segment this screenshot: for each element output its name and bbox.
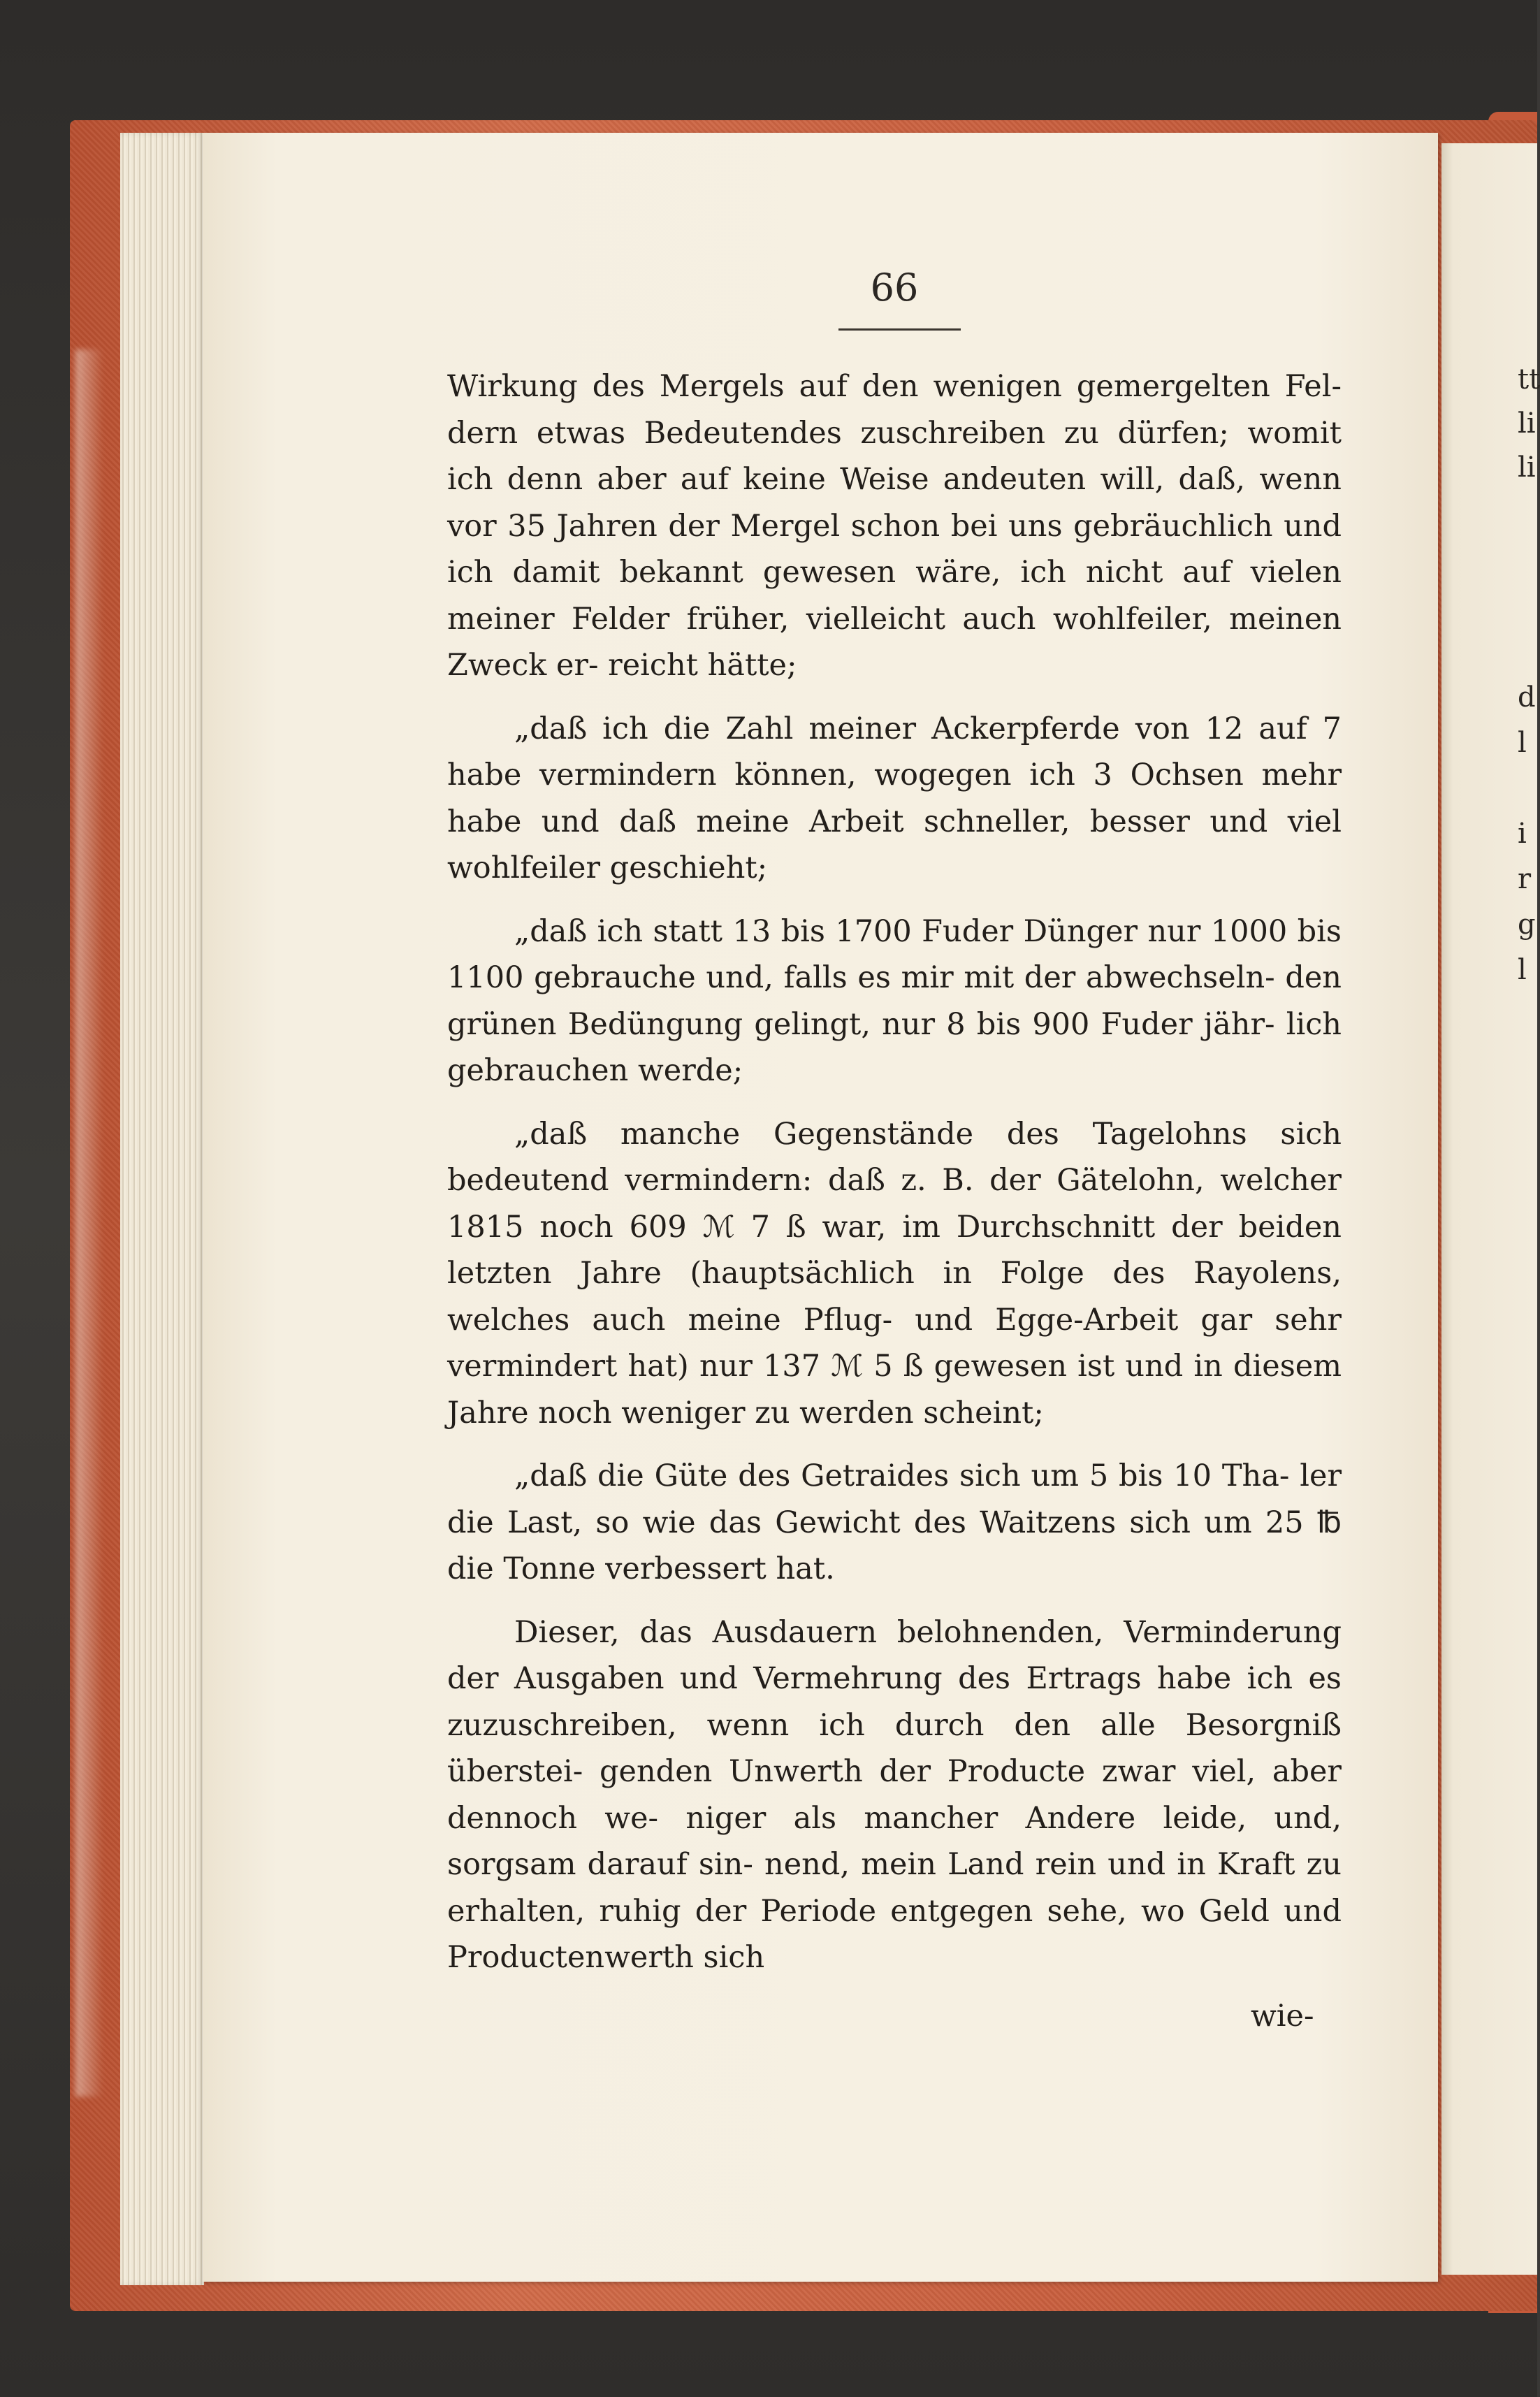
next-page-fragment: r (1518, 863, 1532, 895)
next-page-fragment: i (1518, 818, 1527, 850)
page-edges (120, 133, 204, 2285)
catchword: wie- (1251, 1999, 1314, 2034)
paragraph: „daß ich statt 13 bis 1700 Fuder Dünger nur 1000 bis 1100 gebrauche und, falls es mir mit der abwechseln- den grünen Bedüngung gelingt, nur 8 bis 900 Fuder jähr- lich gebrauchen werde; (447, 913, 1342, 1088)
page-number: 66 (870, 266, 919, 310)
cover-wear (75, 349, 103, 2097)
body-text (447, 363, 1342, 1981)
next-page-fragment: li (1518, 407, 1536, 440)
next-page-fragment: tt (1518, 363, 1540, 396)
paragraph: Dieser, das Ausdauern belohnenden, Verminderung der Ausgaben und Vermehrung des Ertrags habe ich es zuzuschreiben, wenn ich durch den alle Besorgniß überstei- genden Unwerth der Producte zwar viel, aber dennoch we- niger als mancher Andere leide, und, sorgsam darauf sin- nend, mein Land rein und in Kraft zu erhalten, ruhig der Periode entgegen sehe, wo Geld und Productenwerth sich (447, 1614, 1342, 1975)
next-page-fragment: l (1518, 954, 1527, 986)
header-rule (838, 328, 961, 331)
paragraph: „daß die Güte des Getraides sich um 5 bis 10 Tha- ler die Last, so wie das Gewicht des Waitzens sich um 25 ℔ die Tonne verbessert hat. (447, 1458, 1342, 1586)
next-page-fragment: d (1518, 681, 1536, 714)
next-page-fragment: l (1518, 727, 1527, 759)
paragraph: Wirkung des Mergels auf den wenigen gemergelten Fel- dern etwas Bedeutendes zuschreiben zu dürfen; womit ich denn aber auf keine Weise andeuten will, daß, wenn vor 35 Jahren der Mergel schon bei uns gebräuchlich und ich damit bekannt gewesen wäre, ich nicht auf vielen meiner Felder früher, vielleicht auch wohlfeiler, meinen Zweck er- reicht hätte; (447, 369, 1342, 683)
paragraph: „daß ich die Zahl meiner Ackerpferde von 12 auf 7 habe vermindern können, wogegen ich 3 Ochsen mehr habe und daß meine Arbeit schneller, besser und viel wohlfeiler geschieht; (447, 711, 1342, 885)
next-page-fragment: g (1518, 908, 1536, 941)
next-page-fragment: li (1518, 451, 1536, 484)
paragraph: „daß manche Gegenstände des Tagelohns sich bedeutend vermindern: daß z. B. der Gätelohn, welcher 1815 noch 609 ℳ 7 ß war, im Durchschnitt der beiden letzten Jahre (hauptsächlich in Folge des Rayolens, welches auch meine Pflug- und Egge-Arbeit gar sehr vermindert hat) nur 137 ℳ 5 ß gewesen ist und in diesem Jahre noch weniger zu werden scheint; (447, 1116, 1342, 1431)
